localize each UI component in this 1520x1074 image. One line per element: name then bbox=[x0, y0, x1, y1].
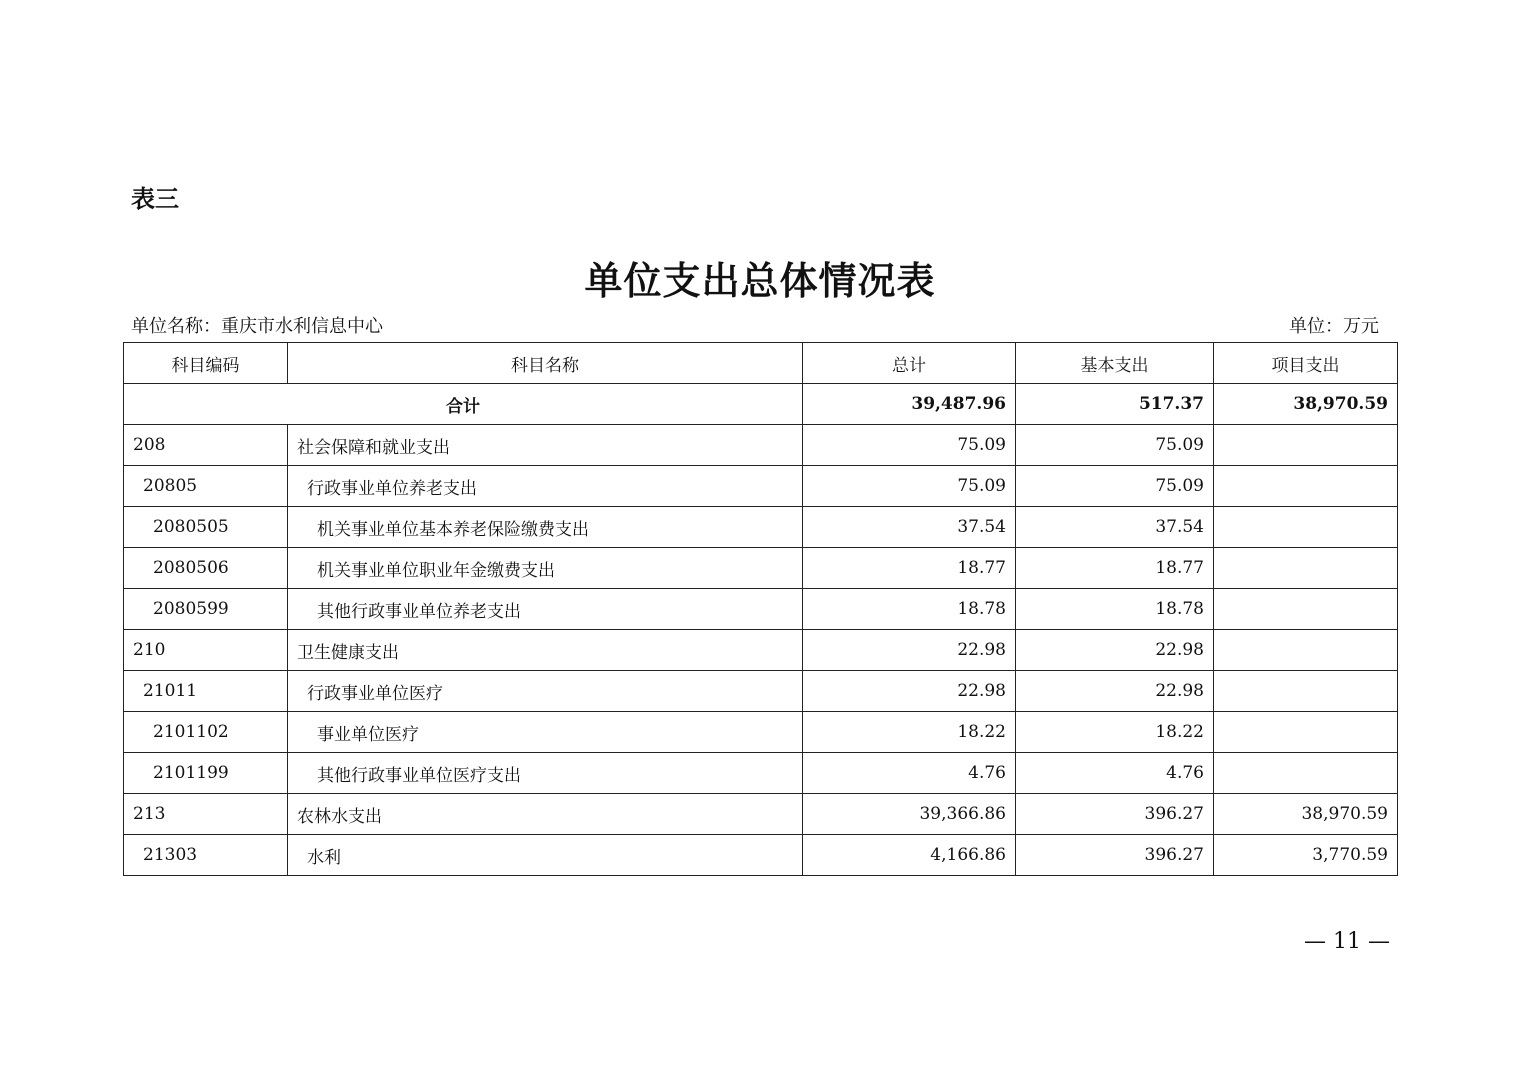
table-header-row bbox=[124, 343, 1398, 384]
row-code: 210 bbox=[124, 630, 288, 671]
row-project bbox=[1214, 712, 1398, 753]
row-basic: 4.76 bbox=[1016, 753, 1214, 794]
column-header-total: 总计 bbox=[803, 343, 1016, 384]
row-name: 机关事业单位职业年金缴费支出 bbox=[288, 548, 803, 589]
row-basic: 22.98 bbox=[1016, 630, 1214, 671]
page-number: — 11 — bbox=[1304, 929, 1390, 954]
row-total: 4.76 bbox=[803, 753, 1016, 794]
table-row bbox=[124, 671, 1398, 712]
row-name: 行政事业单位养老支出 bbox=[288, 466, 803, 507]
row-code: 2101199 bbox=[124, 753, 288, 794]
row-project bbox=[1214, 466, 1398, 507]
row-project bbox=[1214, 425, 1398, 466]
row-code: 2101102 bbox=[124, 712, 288, 753]
row-basic: 18.77 bbox=[1016, 548, 1214, 589]
row-basic: 22.98 bbox=[1016, 671, 1214, 712]
table-row bbox=[124, 794, 1398, 835]
row-code: 21303 bbox=[124, 835, 288, 876]
row-basic: 37.54 bbox=[1016, 507, 1214, 548]
table-row bbox=[124, 425, 1398, 466]
row-basic: 396.27 bbox=[1016, 794, 1214, 835]
column-header-name: 科目名称 bbox=[288, 343, 803, 384]
row-code: 208 bbox=[124, 425, 288, 466]
row-total: 18.77 bbox=[803, 548, 1016, 589]
row-basic: 75.09 bbox=[1016, 466, 1214, 507]
row-project bbox=[1214, 630, 1398, 671]
row-total: 4,166.86 bbox=[803, 835, 1016, 876]
row-total: 22.98 bbox=[803, 630, 1016, 671]
row-name: 行政事业单位医疗 bbox=[288, 671, 803, 712]
row-total: 37.54 bbox=[803, 507, 1016, 548]
row-project bbox=[1214, 753, 1398, 794]
row-basic: 396.27 bbox=[1016, 835, 1214, 876]
row-code: 2080599 bbox=[124, 589, 288, 630]
unit-name: 单位名称：重庆市水利信息中心 bbox=[131, 316, 383, 337]
row-project bbox=[1214, 507, 1398, 548]
row-total: 75.09 bbox=[803, 466, 1016, 507]
column-header-project: 项目支出 bbox=[1214, 343, 1398, 384]
row-total: 75.09 bbox=[803, 425, 1016, 466]
row-basic: 75.09 bbox=[1016, 425, 1214, 466]
row-name: 农林水支出 bbox=[288, 794, 803, 835]
table-row bbox=[124, 753, 1398, 794]
total-project: 38,970.59 bbox=[1214, 384, 1398, 425]
table-row bbox=[124, 548, 1398, 589]
row-code: 20805 bbox=[124, 466, 288, 507]
total-basic: 517.37 bbox=[1016, 384, 1214, 425]
table-row bbox=[124, 466, 1398, 507]
row-name: 卫生健康支出 bbox=[288, 630, 803, 671]
row-project bbox=[1214, 671, 1398, 712]
expenditure-table bbox=[123, 342, 1398, 876]
row-code: 213 bbox=[124, 794, 288, 835]
row-total: 18.22 bbox=[803, 712, 1016, 753]
page-title: 单位支出总体情况表 bbox=[584, 259, 936, 303]
row-name: 其他行政事业单位医疗支出 bbox=[288, 753, 803, 794]
row-name: 机关事业单位基本养老保险缴费支出 bbox=[288, 507, 803, 548]
row-project: 38,970.59 bbox=[1214, 794, 1398, 835]
row-name: 事业单位医疗 bbox=[288, 712, 803, 753]
table-row bbox=[124, 507, 1398, 548]
total-row bbox=[124, 384, 1398, 425]
row-total: 39,366.86 bbox=[803, 794, 1016, 835]
total-amount: 39,487.96 bbox=[803, 384, 1016, 425]
row-project: 3,770.59 bbox=[1214, 835, 1398, 876]
row-basic: 18.22 bbox=[1016, 712, 1214, 753]
table-row bbox=[124, 712, 1398, 753]
table-row bbox=[124, 630, 1398, 671]
row-total: 22.98 bbox=[803, 671, 1016, 712]
row-name: 社会保障和就业支出 bbox=[288, 425, 803, 466]
table-label: 表三 bbox=[131, 185, 179, 213]
column-header-code: 科目编码 bbox=[124, 343, 288, 384]
row-code: 2080506 bbox=[124, 548, 288, 589]
row-total: 18.78 bbox=[803, 589, 1016, 630]
total-label: 合计 bbox=[124, 384, 803, 425]
table-row bbox=[124, 835, 1398, 876]
row-name: 水利 bbox=[288, 835, 803, 876]
row-basic: 18.78 bbox=[1016, 589, 1214, 630]
row-code: 21011 bbox=[124, 671, 288, 712]
currency-unit: 单位：万元 bbox=[1289, 316, 1379, 337]
row-project bbox=[1214, 548, 1398, 589]
table-row bbox=[124, 589, 1398, 630]
column-header-basic: 基本支出 bbox=[1016, 343, 1214, 384]
row-project bbox=[1214, 589, 1398, 630]
row-name: 其他行政事业单位养老支出 bbox=[288, 589, 803, 630]
row-code: 2080505 bbox=[124, 507, 288, 548]
